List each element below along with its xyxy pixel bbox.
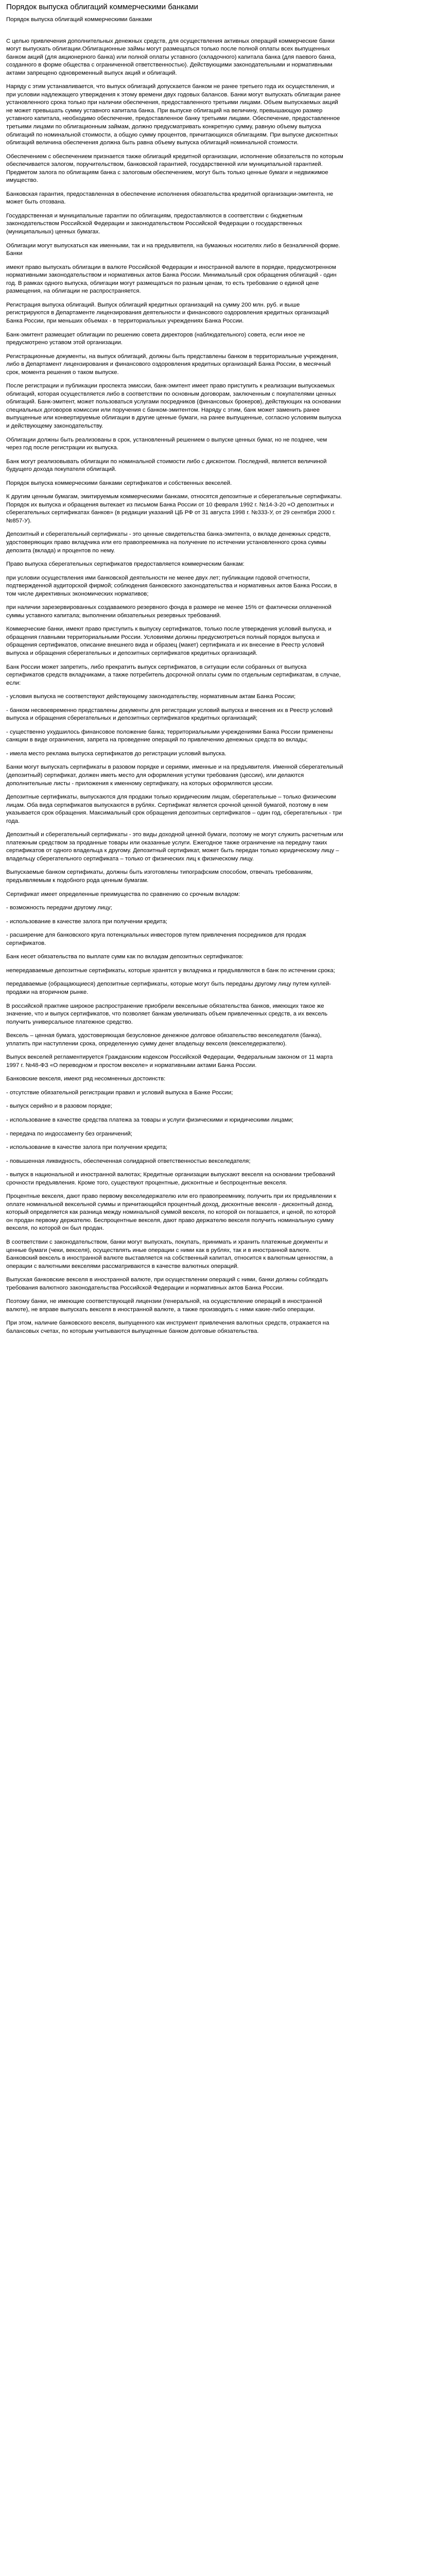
paragraph: Порядок выпуска коммерческими банками сертификатов и собственных векселей. — [6, 480, 232, 486]
paragraph: при наличии зарезервированных создаваемого резервного фонда в размере не менее 15% от фактически оплаченной суммы уставного капитала; выполнении обязательных резервных требований. — [6, 604, 332, 619]
paragraph: Вексель – ценная бумага, удостоверяющая безусловное денежное долговое обязательство векселедателя (банка), уплатить при наступлении срока, определенную сумму денег владельцу векселя (векселедержателю). — [6, 1032, 322, 1047]
document-page — [0, 0, 343, 1350]
paragraph: Выпускаемые банком сертификаты, должны быть изготовлены типографским способом, отвечать требованиям, предъявляемым к подобного рода ценным бумагам. — [6, 869, 313, 884]
paragraph: передаваемые (обращающиеся) депозитные сертификаты, которые могут быть переданы другому лицу путем куплей-продажи на вторичном рынке. — [6, 981, 332, 995]
paragraph: - существенно ухудшилось финансовое положение банка; территориальными учреждениями Банка России применены санкции в виде ограничения, запрета на проведение операций по привлечению денежных средств во вклады; — [6, 728, 333, 743]
paragraph: - условия выпуска не соответствуют действующему законодательству, нормативным актам Банка России; — [6, 693, 296, 700]
page-title: Порядок выпуска облигаций коммерческими банками — [6, 3, 199, 11]
paragraph: Банковские векселя, имеют ряд несомненных достоинств: — [6, 1076, 166, 1082]
paragraph: Право выпуска сберегательных сертификатов предоставляется коммерческим банкам: — [6, 561, 245, 568]
paragraph: Регистрация выпуска облигаций. Выпуск облигаций кредитных организаций на сумму 200 млн. руб. и выше регистрируются в Департаменте лицензирования деятельности и финансового оздоровления кредитных организаций Банка России, при меньших объемах - в территориальных учреждениях Банка России. — [6, 301, 329, 324]
page-subtitle: Порядок выпуска облигаций коммерческими банками — [6, 16, 152, 23]
paragraph: - использование в качестве залога при получении кредита; — [6, 918, 167, 925]
paragraph: Облигации должны быть реализованы в срок, установленный решением о выпуске ценных бумаг, но не позднее, чем через год после регистрации их выпуска. — [6, 436, 327, 451]
paragraph: Государственная и муниципальные гарантии по облигациям, предоставляются в соответствии с бюджетным законодательством Российской Федерации и законодательством Российской Федерации о государственных (муниципальных) ценных бумагах. — [6, 212, 303, 235]
paragraph: - отсутствие обязательной регистрации правил и условий выпуска в Банке России; — [6, 1089, 233, 1096]
paragraph: Процентные векселя, дают право первому векселедержателю или его правопреемнику, получить при их предъявлении к оплате номинальной вексельной суммы и причитающийся процентный доход, дисконтные векселя - дисконтный доход, который определяется как разница между номинальной суммой векселя, по которой он погашается, и ценой, по которой он продан первому держателю. Беспроцентные векселя, дают право держателю векселя получить номинальную сумму векселя, по которой он был продан. — [6, 1193, 336, 1232]
paragraph: Банки могут выпускать сертификаты в разовом порядке и сериями, именные и на предъявителя. Именной сберегательный (депозитный) сертификат, должен иметь место для оформления уступки требования (цессии), или делаются дополнительные листы - приложения к именному сертификату, на которых оформляются цессии. — [6, 764, 343, 787]
paragraph: Депозитный и сберегательный сертификаты - это ценные свидетельства банка-эмитента, о вкладе денежных средств, удостоверяющих право вкладчика или его правопреемника на получение по истечении установленного срока суммы депозита (вклада) и процентов по нему. — [6, 531, 331, 554]
paragraph: В соответствии с законодательством, банки могут выпускать, покупать, принимать и хранить платежные документы и ценные бумаги (чеки, векселя), осуществлять иные операции с ними как в рублях, так и в иностранной валюте. Банковский вексель в иностранной валюте выставляется на собственный капитал, относится к валютным ценностям, а операции с валютными векселями рассматриваются в качестве валютных операций. — [6, 1239, 333, 1269]
paragraph: Сертификат имеет определенные преимущества по сравнению со срочным вкладом: — [6, 891, 240, 897]
paragraph: - банком несвоевременно представлены документы для регистрации условий выпуска и внесения их в Реестр условий выпуска и обращения сберегательных и депозитных сертификатов кредитных организаций; — [6, 707, 333, 722]
paragraph: непередаваемые депозитные сертификаты, которые хранятся у вкладчика и предъявляются в банк по истечении срока; — [6, 967, 335, 974]
paragraph: Банк могут реализовывать облигации по номинальной стоимости либо с дисконтом. Последний, является величиной будущего дохода покупателя облигаций. — [6, 458, 327, 473]
paragraph: К другим ценным бумагам, эмитируемым коммерческими банками, относятся депозитные и сберегательные сертификаты. Порядок их выпуска и обращения вытекает из письмом Банка России от 10 февраля 1992 г. №14-3-20 «О депозитных и сберегательных сертификатах банков» (в редакции указаний ЦБ РФ от 31 августа 1998 г. №333-У, от 29 сентября 2000 г. №857-У). — [6, 494, 342, 524]
paragraph: - использование в качестве залога при получении кредита; — [6, 1144, 167, 1151]
paragraph: Депозитный и сберегательный сертификаты - это виды доходной ценной бумаги, поэтому не могут служить расчетным или платежным средством за проданные товары или оказанные услуги. Ежегодное также ограничение на передачу таких сертификатов от одного владельца к другому. Депозитный сертификат, может быть передан только юридическому лицу – владельцу сберегательного сертификата – только от физических лиц к физическому лицу. — [6, 832, 343, 862]
paragraph: Выпуск векселей регламентируется Гражданским кодексом Российской Федерации, Федеральным законом от 11 марта 1997 г. №48-ФЗ «О переводном и простом векселе» и нормативными актами Банка России. — [6, 1054, 333, 1069]
paragraph: - выпуск в национальной и иностранной валютах; Кредитные организации выпускают векселя на основании требований срочности предъявления. Кроме того, существуют процентные, дисконтные и беспроцентные векселя. — [6, 1172, 335, 1186]
paragraph: - имела место реклама выпуска сертификатов до регистрации условий выпуска. — [6, 750, 226, 757]
paragraph: Банк несет обязательства по выплате сумм как по вкладам депозитных сертификатов: — [6, 954, 243, 960]
paragraph: Облигации могут выпускаться как именными, так и на предъявителя, на бумажных носителях либо в безналичной форме. Банки — [6, 242, 340, 257]
paragraph: После регистрации и публикации проспекта эмиссии, банк-эмитент имеет право приступить к реализации выпускаемых облигаций, которая осуществляется либо в соответствии по основным договорам, заключенным с покупателями ценных облигаций. Банк-эмитент, может пользоваться услугами посредников (финансовых брокеров), действующих на основании специальных договоров комиссии или поручения с банком-эмитентом. Наряду с этим, банк может заменить ранее выпущенные или конвертируемые облигации в другие ценные бумаги, на ранее выпущенные, согласно условиям выпуска и действующему законодательству. — [6, 383, 341, 429]
article-body — [6, 38, 343, 1336]
paragraph: Банк-эмитент размещает облигации по решению совета директоров (наблюдательного) совета, если иное не предусмотрено уставом этой организации. — [6, 331, 305, 346]
paragraph: - передача по индоссаменту без ограничений; — [6, 1130, 132, 1137]
paragraph: - возможность передачи другому лицу; — [6, 905, 112, 911]
paragraph: Наряду с этим устанавливается, что выпуск облигаций допускается банком не ранее третьего года их осуществления, и при условии надлежащего утверждения к этому времени двух годовых балансов. Банки могут выпускать облигации ранее установленного срока только при наличии обеспечения, предоставленного третьими лицами. Объем выпускаемых акций не может превышать сумму уставного капитала банка. При выпуске облигаций на величину, превышающую размер уставного капитала, необходимо обеспечение, предоставленное банку третьими лицами. Обеспечение, предоставленное третьими лицами по облигационным займам, должно предусматривать конкретную сумму, равную объему выпуска облигаций по номинальной стоимости, а общую сумму процентов, причитающихся облигациям. При выпуске дисконтных облигаций величина обеспечения должна быть равна объему выпуска облигаций номинальной стоимости. — [6, 83, 341, 146]
paragraph: С целью привлечения дополнительных денежных средств, для осуществления активных операций коммерческие банки могут выпускать облигации.Облигационные займы могут размещаться только после полной оплаты всех выпущенных банком акций (для акционерного банка) или полной оплаты уставного (складочного) капитала банка (для паевого банка, созданного в форме общества с ограниченной ответственностью). Действующими законодательными и нормативными актами запрещено одновременный выпуск акций и облигаций. — [6, 38, 336, 76]
paragraph: - использование в качестве средства платежа за товары и услуги физическими и юридическими лицами; — [6, 1116, 293, 1123]
paragraph: В российской практике широкое распространение приобрели вексельные обязательства банков, имеющих такое же значение, что и выпуск сертификатов, что позволяет банкам увеличивать объем привлеченных средств, а их вексель получить универсальное платежное средство. — [6, 1003, 328, 1025]
paragraph: при условии осуществления ими банковской деятельности не менее двух лет; публикации годовой отчетности, подтвержденной аудиторской фирмой; соблюдения банковского законодательства и нормативных актов Банка России, в том числе директивных экономических нормативов; — [6, 574, 337, 597]
paragraph: Банк России может запретить, либо прекратить выпуск сертификатов, в ситуации если собранных от выпуска сертификатов средств вкладчиками, а также потребитель досрочной оплаты сумм по отдельным сертификатам, в случае, если: — [6, 664, 341, 686]
paragraph: Поэтому банки, не имеющие соответствующей лицензии (генеральной, на осуществление операций в иностранной валюте), не вправе выпускать векселя в иностранной валюте, а также производить с ними какие-либо операции. — [6, 1298, 322, 1313]
paragraph: Регистрационные документы, на выпуск облигаций, должны быть представлены банком в территориальные учреждения, либо в Департамент лицензирования и финансового оздоровления кредитных организаций Банка России, в месячный срок, момента решения о таком выпуске. — [6, 353, 338, 376]
paragraph: - выпуск серийно и в разовом порядке; — [6, 1103, 112, 1110]
paragraph: - повышенная ликвидность, обеспеченная солидарной ответственностью векселедателя; — [6, 1158, 251, 1164]
paragraph: Выпуская банковские векселя в иностранной валюте, при осуществлении операций с ними, банки должны соблюдать требования валютного законодательства Российской Федерации и нормативных актов Банка России. — [6, 1277, 328, 1291]
paragraph: Депозитные сертификаты, выпускаются для продажи только юридическим лицам, сберегательные – только физическим лицам. Оба вида сертификатов выпускаются в рублях. Сертификат является срочной ценной бумагой, поэтому в нем указывается срок обращения. Максимальный срок обращения депозитных сертификатов – один год, сберегательных - три года. — [6, 794, 342, 824]
paragraph: - расширение для банковского круга потенциальных инвесторов путем привлечения посредников для продаж сертификатов. — [6, 932, 306, 946]
paragraph: При этом, наличие банковского векселя, выпущенного как инструмент привлечения валютных средств, отражается на балансовых счетах, по которым учитываются выпущенные банком долговые обязательства. — [6, 1320, 329, 1334]
paragraph: имеют право выпускать облигации в валюте Российской Федерации и иностранной валюте в порядке, предусмотренном нормативными законодательством и нормативных актов Банка России. Минимальный срок обращения облигаций - один год. В рамках одного выпуска, облигации могут размещаться по разным ценам, то есть требование о единой цене размещения, на облигации не распространяется. — [6, 264, 337, 295]
paragraph: Банковская гарантия, предоставленная в обеспечение исполнения обязательства кредитной организации-эмитента, не может быть отозвана. — [6, 191, 334, 206]
paragraph: Коммерческие банки, имеют право приступить к выпуску сертификатов, только после утверждения условий выпуска, и обращения главными территориальными России. Условиями должны предусмотреться полный порядок выпуска и обращения сертификатов, описание внешнего вида и образец (макет) сертификата и их внесение в Реестр условий выпуска и обращения сберегательных и депозитных сертификатов кредитных организаций. — [6, 626, 332, 656]
paragraph: Обеспечением с обеспечением признается также облигаций кредитной организации, исполнение обязательств по которым обеспечивается залогом, поручительством, банковской гарантией, государственной или муниципальной гарантией. Предметом залога по облигациям банка с залоговым обеспечением, могут быть только ценные бумаги и недвижимое имущество. — [6, 153, 343, 184]
